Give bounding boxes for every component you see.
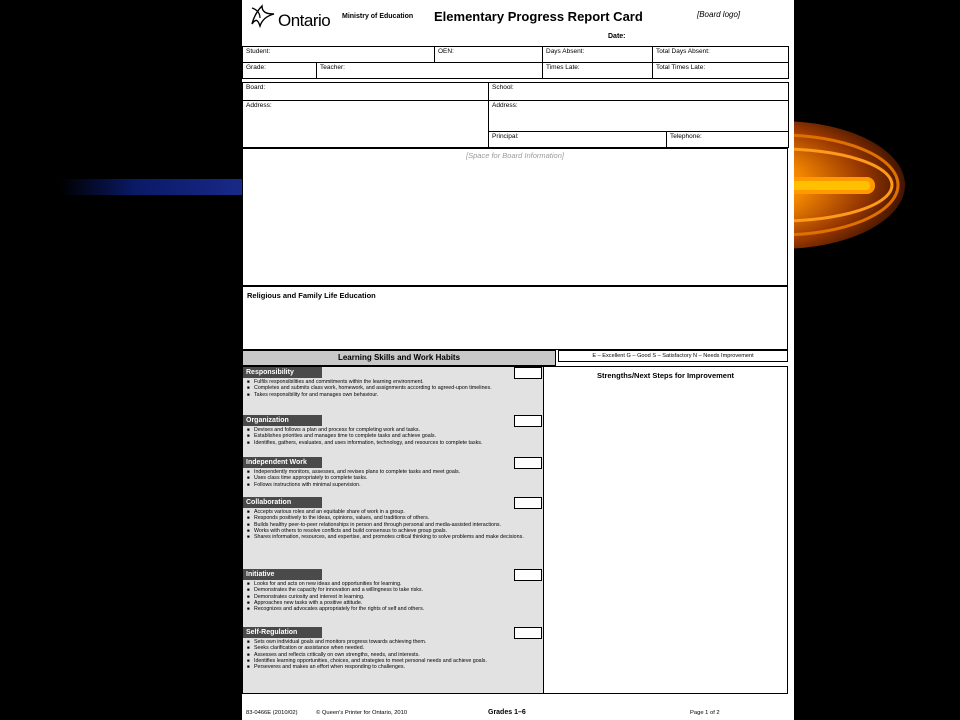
skill-category-label: Independent Work: [243, 457, 322, 468]
skill-item: ■ Identifies learning opportunities, choices, and strategies to meet personal needs and achieve goals.: [247, 658, 542, 664]
skill-category: [243, 367, 544, 398]
skill-item: ■ Perseveres and makes an effort when responding to challenges.: [247, 664, 542, 670]
board-field[interactable]: Board:: [243, 83, 489, 101]
skill-item: ■ Approaches new tasks with a positive attitude.: [247, 600, 542, 606]
skill-item: ■ Assesses and reflects critically on own strengths, needs, and interests.: [247, 652, 542, 658]
student-info-table: [242, 46, 789, 79]
skill-category: [243, 497, 544, 540]
skill-list: [243, 581, 544, 612]
logo-text: Ontario: [278, 11, 331, 30]
skill-list: [243, 469, 544, 488]
religious-education-title: Religious and Family Life Education: [247, 291, 376, 300]
skill-item: ■ Demonstrates curiosity and interest in learning.: [247, 594, 542, 600]
ministry-name: Ministry of Education: [342, 13, 414, 20]
skill-item: ■ Establishes priorities and manages time to complete tasks and achieve goals.: [247, 433, 542, 439]
skill-category-label: Self-Regulation: [243, 627, 322, 638]
school-field[interactable]: School:: [489, 83, 789, 101]
skill-list: [243, 509, 544, 540]
board-info-placeholder: [Space for Board Information]: [466, 151, 564, 160]
skill-item: ■ Independently monitors, assesses, and revises plans to complete tasks and meet goals.: [247, 469, 542, 475]
page-number: Page 1 of 2: [690, 710, 720, 716]
grade-field[interactable]: Grade:: [243, 63, 317, 79]
skill-item: ■ Completes and submits class work, homework, and assignments according to agreed-upon timelines.: [247, 385, 542, 391]
skill-item: ■ Seeks clarification or assistance when needed.: [247, 645, 542, 651]
skill-category: [243, 457, 544, 488]
teacher-field[interactable]: Teacher:: [317, 63, 543, 79]
skill-category-label: Responsibility: [243, 367, 322, 378]
skill-item: ■ Recognizes and advocates appropriately for the rights of self and others.: [247, 606, 542, 612]
skill-rating-box[interactable]: [514, 569, 542, 581]
trillium-icon: [248, 4, 278, 28]
strengths-title: Strengths/Next Steps for Improvement: [596, 371, 735, 380]
skill-item: ■ Looks for and acts on new ideas and opportunities for learning.: [247, 581, 542, 587]
skill-category: [243, 415, 544, 446]
learning-skills-area: [242, 366, 543, 694]
skill-item: ■ Builds healthy peer-to-peer relationships in person and through personal and media-assisted interactions.: [247, 522, 542, 528]
skill-rating-box[interactable]: [514, 415, 542, 427]
principal-field[interactable]: Principal:: [489, 132, 667, 148]
skill-item: ■ Takes responsibility for and manages own behaviour.: [247, 392, 542, 398]
skill-rating-box[interactable]: [514, 497, 542, 509]
skill-item: ■ Works with others to resolve conflicts and build consensus to achieve group goals.: [247, 528, 542, 534]
skill-item: ■ Uses class time appropriately to complete tasks.: [247, 475, 542, 481]
skill-category: [243, 627, 544, 670]
grades-label: Grades 1–6: [488, 709, 526, 716]
days-absent-field[interactable]: Days Absent:: [543, 47, 653, 63]
page-title: Elementary Progress Report Card: [434, 9, 643, 24]
board-info-box[interactable]: [242, 148, 788, 286]
skill-item: ■ Fulfils responsibilities and commitments within the learning environment.: [247, 379, 542, 385]
learning-skills-title: Learning Skills and Work Habits: [242, 350, 556, 366]
skill-item: ■ Accepts various roles and an equitable share of work in a group.: [247, 509, 542, 515]
skill-list: [243, 379, 544, 398]
skill-item: ■ Sets own individual goals and monitors progress towards achieving them.: [247, 639, 542, 645]
skill-item: ■ Shares information, resources, and expertise, and promotes critical thinking to solve problems and make decisions.: [247, 534, 542, 540]
form-code: 83-0466E (2010/02): [246, 710, 298, 716]
religious-education-box[interactable]: [242, 286, 788, 350]
total-days-absent-field[interactable]: Total Days Absent:: [653, 47, 789, 63]
total-times-late-field[interactable]: Total Times Late:: [653, 63, 789, 79]
school-info-table: [242, 82, 789, 148]
date-label: Date:: [608, 33, 626, 40]
report-card-page: [242, 0, 794, 720]
skill-item: ■ Identifies, gathers, evaluates, and uses information, technology, and resources to complete tasks.: [247, 440, 542, 446]
skill-item: ■ Responds positively to the ideas, opinions, values, and traditions of others.: [247, 515, 542, 521]
school-address-field[interactable]: Address:: [489, 101, 789, 132]
skill-rating-box[interactable]: [514, 367, 542, 379]
skill-category-label: Collaboration: [243, 497, 322, 508]
skill-rating-box[interactable]: [514, 457, 542, 469]
board-logo-placeholder: [Board logo]: [697, 10, 741, 19]
strengths-box[interactable]: [543, 366, 788, 694]
telephone-field[interactable]: Telephone:: [667, 132, 789, 148]
skill-item: ■ Follows instructions with minimal supervision.: [247, 482, 542, 488]
times-late-field[interactable]: Times Late:: [543, 63, 653, 79]
skill-list: [243, 639, 544, 670]
skill-category-label: Organization: [243, 415, 322, 426]
copyright: © Queen's Printer for Ontario, 2010: [316, 710, 408, 716]
oen-field[interactable]: OEN:: [435, 47, 543, 63]
rating-legend: E – Excellent G – Good S – Satisfactory N – Needs Improvement: [558, 350, 788, 362]
board-address-field[interactable]: Address:: [243, 101, 489, 148]
skill-category-label: Initiative: [243, 569, 322, 580]
skill-rating-box[interactable]: [514, 627, 542, 639]
skill-category: [243, 569, 544, 612]
ontario-logo: [246, 2, 336, 30]
student-field[interactable]: Student:: [243, 47, 435, 63]
blue-streak-decoration: [60, 179, 250, 195]
skill-list: [243, 427, 544, 446]
skill-item: ■ Demonstrates the capacity for innovation and a willingness to take risks.: [247, 587, 542, 593]
skill-item: ■ Devises and follows a plan and process for completing work and tasks.: [247, 427, 542, 433]
